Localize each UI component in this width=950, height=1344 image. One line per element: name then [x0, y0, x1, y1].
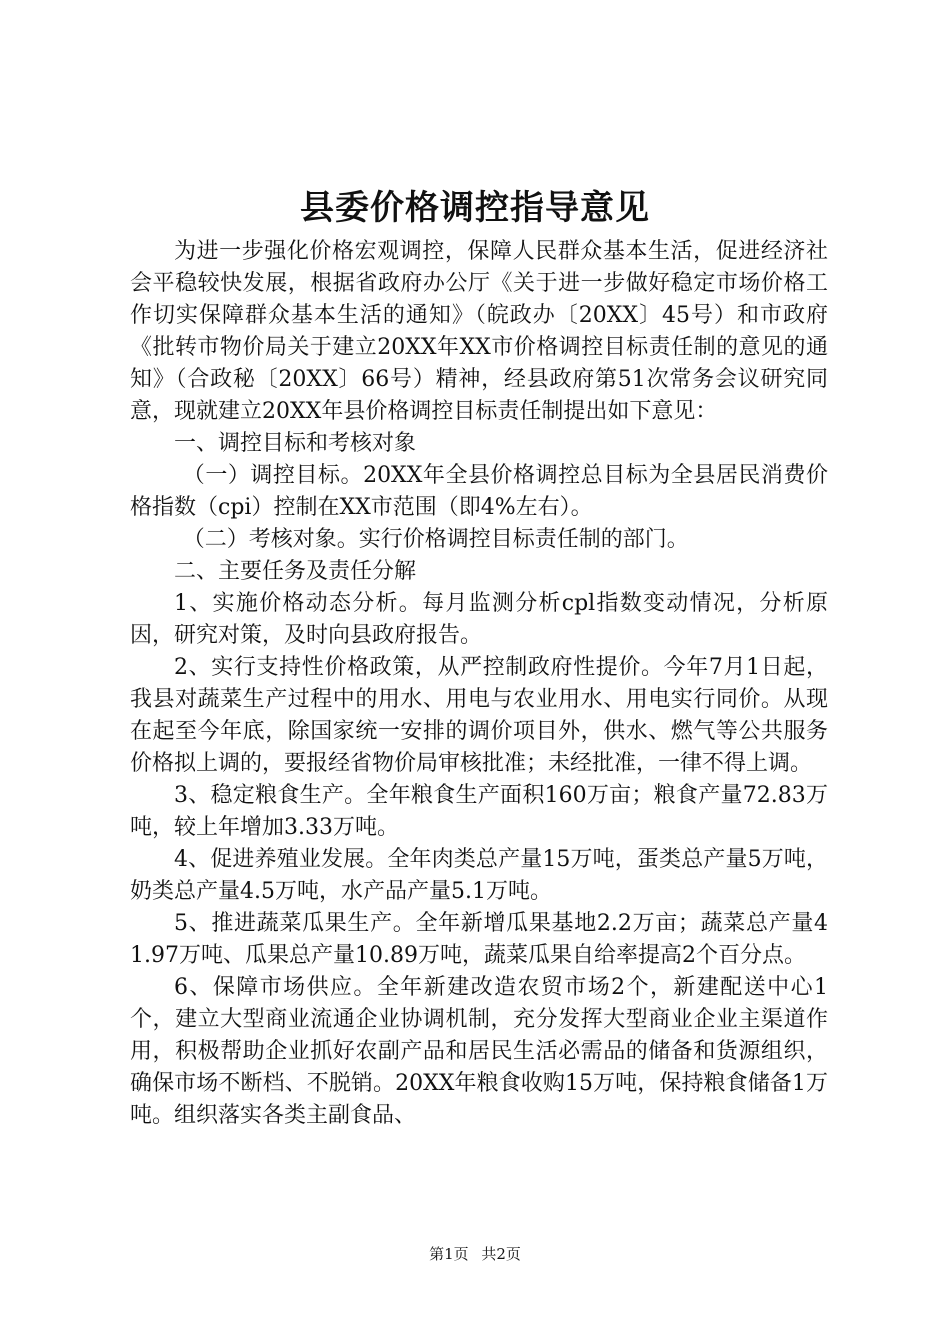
paragraph-subsection-1: （一）调控目标。20XX年全县价格调控总目标为全县居民消费价格指数（cpi）控制在XX市范围（即4%左右）。 — [130, 463, 828, 520]
paragraph-task-4: 4、促进养殖业发展。全年肉类总产量15万吨，蛋类总产量5万吨，奶类总产量4.5万吨，水产品产量5.1万吨。 — [130, 847, 828, 904]
paragraph-task-5: 5、推进蔬菜瓜果生产。全年新增瓜果基地2.2万亩；蔬菜总产量41.97万吨、瓜果总产量10.89万吨，蔬菜瓜果自给率提高2个百分点。 — [130, 911, 828, 968]
paragraph-subsection-2: （二）考核对象。实行价格调控目标责任制的部门。 — [182, 527, 689, 552]
paragraph-task-6: 6、保障市场供应。全年新建改造农贸市场2个，新建配送中心1个，建立大型商业流通企业协调机制，充分发挥大型商业企业主渠道作用，积极帮助企业抓好农副产品和居民生活必需品的储备和货源组织，确保市场不断档、不脱销。20XX年粮食收购15万吨，保持粮食储备1万吨。组织落实各类主副食品、 — [130, 975, 828, 1128]
document-title: 县委价格调控指导意见 — [300, 188, 650, 228]
section-heading-1: 一、调控目标和考核对象 — [174, 431, 417, 456]
paragraph-task-1: 1、实施价格动态分析。每月监测分析cpl指数变动情况，分析原因，研究对策，及时向县政府报告。 — [130, 591, 828, 648]
paragraph-task-2: 2、实行支持性价格政策，从严控制政府性提价。今年7月1日起，我县对蔬菜生产过程中的用水、用电与农业用水、用电实行同价。从现在起至今年底，除国家统一安排的调价项目外，供水、燃气等公共服务价格拟上调的，要报经省物价局审核批准；未经批准，一律不得上调。 — [130, 655, 828, 776]
paragraph-task-3: 3、稳定粮食生产。全年粮食生产面积160万亩；粮食产量72.83万吨，较上年增加3.33万吨。 — [130, 783, 828, 840]
section-heading-2: 二、主要任务及责任分解 — [174, 559, 417, 584]
page-total: 共2页 — [481, 1245, 521, 1263]
paragraph-intro: 为进一步强化价格宏观调控，保障人民群众基本生活，促进经济社会平稳较快发展，根据省政府办公厅《关于进一步做好稳定市场价格工作切实保障群众基本生活的通知》（皖政办〔20XX〕45号）和市政府《批转市物价局关于建立20XX年XX市价格调控目标责任制的意见的通知》（合政秘〔20XX〕66号）精神，经县政府第51次常务会议研究同意，现就建立20XX年县价格调控目标责任制提出如下意见： — [130, 239, 828, 424]
document-body — [130, 236, 828, 1132]
page-number: 第1页 — [429, 1245, 469, 1263]
page-footer — [0, 1244, 950, 1264]
